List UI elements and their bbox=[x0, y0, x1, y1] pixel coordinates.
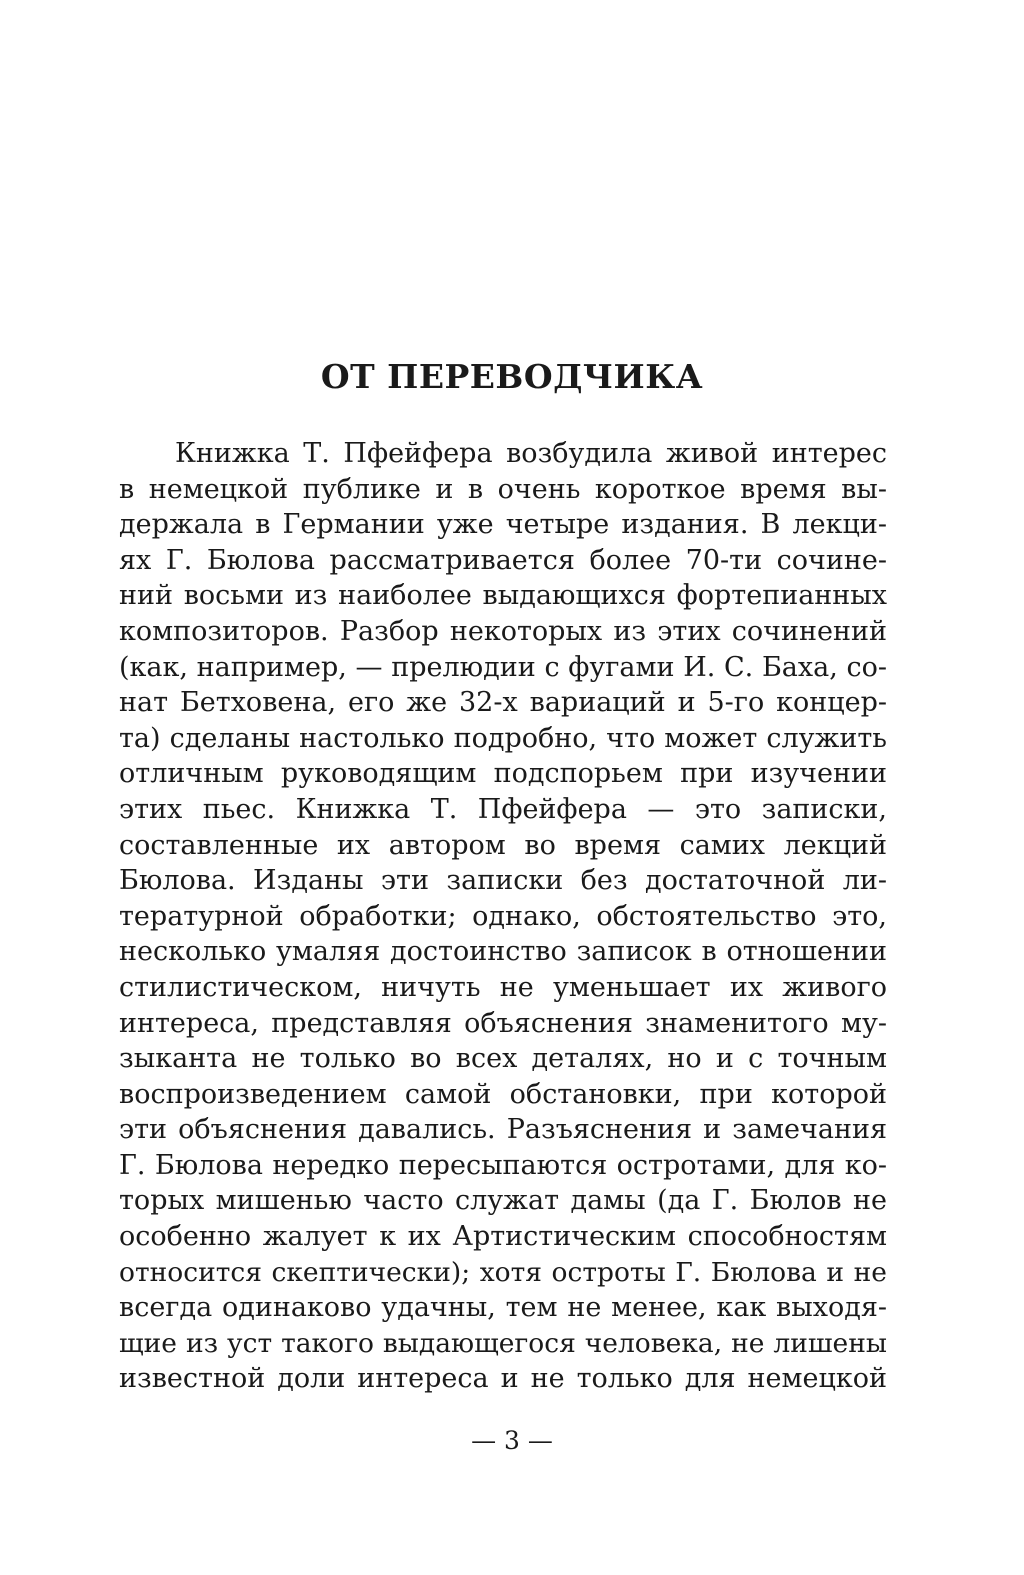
text-line: зыканта не только во всех деталях, но и с точным bbox=[119, 1043, 887, 1075]
page-number: — 3 — bbox=[471, 1426, 553, 1455]
text-line: Бюлова. Изданы эти записки без достаточной ли- bbox=[119, 865, 887, 897]
text-line: щие из уст такого выдающегося человека, не лишены bbox=[119, 1327, 887, 1359]
text-line: нат Бетховена, его же 32-х вариаций и 5-го концер- bbox=[119, 687, 887, 719]
text-line: известной доли интереса и не только для немецкой bbox=[119, 1363, 887, 1395]
text-line: в немецкой публике и в очень короткое время вы- bbox=[119, 473, 887, 505]
text-line: особенно жалует к их Артистическим способностям bbox=[119, 1221, 887, 1253]
text-line: этих пьес. Книжка Т. Пфейфера — это записки, bbox=[119, 793, 887, 825]
text-line: (как, например, — прелюдии с фугами И. С. Баха, со- bbox=[119, 651, 887, 683]
text-line: воспроизведением самой обстановки, при которой bbox=[119, 1078, 887, 1110]
text-line: составленные их автором во время самих лекций bbox=[119, 829, 887, 861]
text-line: несколько умаляя достоинство записок в отношении bbox=[119, 936, 887, 968]
text-line: держала в Германии уже четыре издания. В лекци- bbox=[119, 509, 887, 541]
text-line: ях Г. Бюлова рассматривается более 70-ти сочине- bbox=[119, 544, 887, 576]
text-line: интереса, представляя объяснения знаменитого му- bbox=[119, 1007, 887, 1039]
text-line: отличным руководящим подспорьем при изучении bbox=[119, 758, 887, 790]
text-line: эти объяснения давались. Разъяснения и замечания bbox=[119, 1114, 887, 1146]
text-line: стилистическом, ничуть не уменьшает их живого bbox=[119, 971, 887, 1003]
text-line: композиторов. Разбор некоторых из этих сочинений bbox=[119, 615, 887, 647]
text-line: всегда одинаково удачны, тем не менее, как выходя- bbox=[119, 1292, 887, 1324]
text-line: Книжка Т. Пфейфера возбудила живой интерес bbox=[175, 438, 887, 469]
text-line: относится скептически); хотя остроты Г. Бюлова и не bbox=[119, 1256, 887, 1288]
text-line: ний восьми из наиболее выдающихся фортепианных bbox=[119, 580, 887, 612]
body-paragraph bbox=[119, 436, 887, 1397]
text-line: торых мишенью часто служат дамы (да Г. Бюлов не bbox=[119, 1185, 887, 1217]
page-title: ОТ ПЕРЕВОДЧИКА bbox=[320, 357, 704, 396]
text-line: тературной обработки; однако, обстоятельство это, bbox=[119, 900, 887, 932]
text-line: та) сделаны настолько подробно, что может служить bbox=[119, 722, 887, 754]
text-line: Г. Бюлова нередко пересыпаются остротами, для ко- bbox=[119, 1149, 887, 1181]
